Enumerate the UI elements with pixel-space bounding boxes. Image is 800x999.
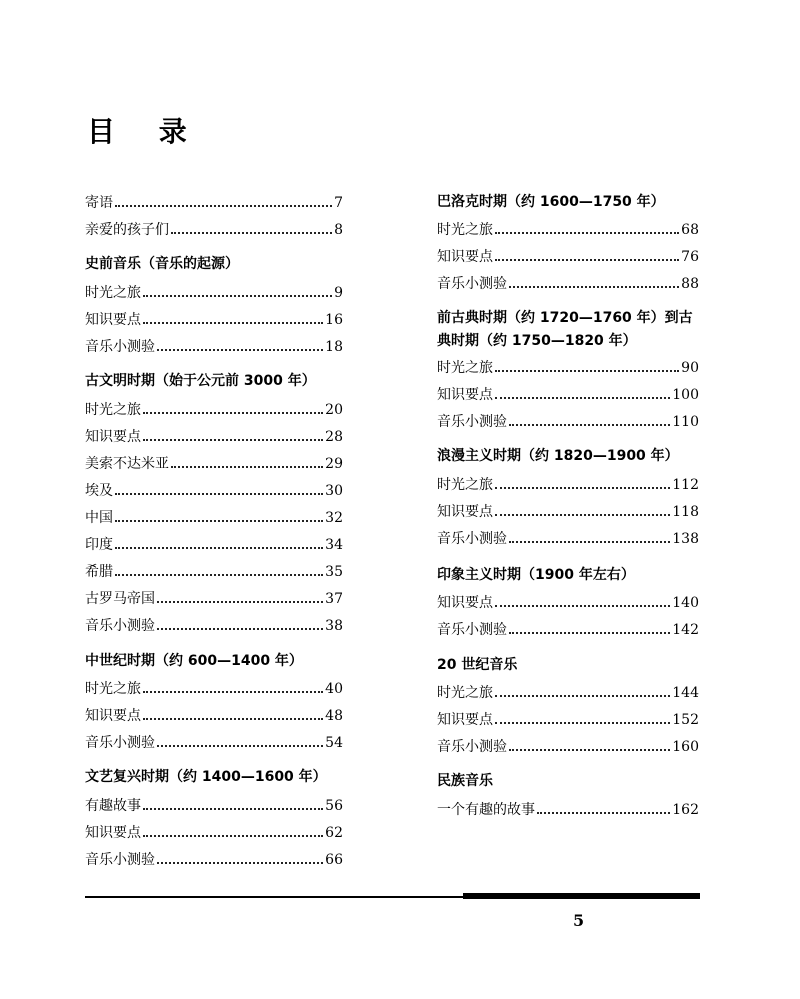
toc-entry[interactable]	[85, 678, 343, 700]
toc-entry[interactable]	[85, 732, 343, 754]
entry-page: 7	[334, 195, 343, 211]
section-heading: 史前音乐（音乐的起源）	[85, 256, 239, 272]
entry-page: 40	[325, 681, 343, 697]
entry-label: 时光之旅	[437, 222, 493, 238]
entry-label: 音乐小测验	[437, 531, 507, 547]
entry-label: 知识要点	[437, 595, 493, 611]
section-heading: 中世纪时期（约 600—1400 年）	[85, 653, 303, 669]
dot-leader	[537, 812, 670, 814]
entry-page: 38	[325, 618, 343, 634]
entry-page: 54	[325, 735, 343, 751]
entry-label: 音乐小测验	[437, 276, 507, 292]
dot-leader	[157, 862, 323, 864]
entry-label: 音乐小测验	[85, 618, 155, 634]
entry-page: 34	[325, 537, 343, 553]
entry-page: 76	[681, 249, 699, 265]
toc-entry[interactable]	[437, 592, 699, 614]
toc-entry[interactable]	[85, 192, 343, 214]
entry-label: 亲爱的孩子们	[85, 222, 169, 238]
toc-entry[interactable]	[437, 799, 699, 821]
entry-page: 56	[325, 798, 343, 814]
dot-leader	[495, 397, 670, 399]
entry-page: 118	[672, 504, 699, 520]
dot-leader	[509, 286, 679, 288]
toc-entry[interactable]	[437, 709, 699, 731]
toc-entry[interactable]	[85, 615, 343, 637]
dot-leader	[115, 574, 323, 576]
toc-entry[interactable]	[85, 534, 343, 556]
entry-page: 16	[325, 312, 343, 328]
toc-entry[interactable]	[85, 588, 343, 610]
entry-label: 时光之旅	[437, 685, 493, 701]
dot-leader	[509, 749, 670, 751]
toc-entry[interactable]	[437, 736, 699, 758]
entry-label: 音乐小测验	[437, 414, 507, 430]
dot-leader	[143, 412, 323, 414]
entry-page: 62	[325, 825, 343, 841]
toc-entry[interactable]	[437, 273, 699, 295]
section-heading: 古文明时期（始于公元前 3000 年）	[85, 373, 316, 389]
entry-label: 古罗马帝国	[85, 591, 155, 607]
entry-label: 知识要点	[85, 312, 141, 328]
entry-page: 144	[672, 685, 699, 701]
section-heading: 民族音乐	[437, 773, 493, 789]
toc-entry[interactable]	[85, 426, 343, 448]
dot-leader	[495, 695, 670, 697]
dot-leader	[157, 628, 323, 630]
entry-label: 希腊	[85, 564, 113, 580]
section-heading: 20 世纪音乐	[437, 657, 518, 673]
footer-rule-bold	[463, 893, 700, 899]
dot-leader	[115, 205, 332, 207]
toc-entry[interactable]	[437, 357, 699, 379]
dot-leader	[157, 349, 323, 351]
entry-page: 110	[672, 414, 699, 430]
toc-entry[interactable]	[85, 336, 343, 358]
entry-label: 知识要点	[437, 249, 493, 265]
toc-entry[interactable]	[437, 219, 699, 241]
entry-page: 112	[672, 477, 699, 493]
entry-page: 20	[325, 402, 343, 418]
section-heading-line: 典时期（约 1750—1820 年）	[437, 333, 637, 349]
toc-entry[interactable]	[85, 309, 343, 331]
toc-entry[interactable]	[85, 822, 343, 844]
section-heading: 巴洛克时期（约 1600—1750 年）	[437, 194, 665, 210]
entry-page: 138	[672, 531, 699, 547]
section-heading-line: 前古典时期（约 1720—1760 年）到古	[437, 310, 693, 326]
entry-page: 35	[325, 564, 343, 580]
section-heading: 浪漫主义时期（约 1820—1900 年）	[437, 448, 679, 464]
entry-label: 时光之旅	[85, 285, 141, 301]
entry-page: 32	[325, 510, 343, 526]
section-heading: 印象主义时期（1900 年左右）	[437, 567, 635, 583]
entry-page: 9	[334, 285, 343, 301]
dot-leader	[143, 718, 323, 720]
dot-leader	[495, 605, 670, 607]
dot-leader	[143, 295, 332, 297]
entry-label: 知识要点	[85, 429, 141, 445]
dot-leader	[509, 632, 670, 634]
dot-leader	[495, 487, 670, 489]
dot-leader	[495, 514, 670, 516]
entry-label: 时光之旅	[437, 360, 493, 376]
toc-entry[interactable]	[85, 849, 343, 871]
toc-entry[interactable]	[85, 453, 343, 475]
entry-page: 152	[672, 712, 699, 728]
dot-leader	[115, 493, 323, 495]
toc-entry[interactable]	[85, 219, 343, 241]
dot-leader	[115, 520, 323, 522]
entry-page: 142	[672, 622, 699, 638]
dot-leader	[509, 424, 670, 426]
entry-page: 162	[672, 802, 699, 818]
entry-page: 37	[325, 591, 343, 607]
toc-entry[interactable]	[85, 561, 343, 583]
entry-page: 66	[325, 852, 343, 868]
toc-entry[interactable]	[437, 384, 699, 406]
toc-entry[interactable]	[437, 474, 699, 496]
dot-leader	[495, 259, 679, 261]
entry-page: 28	[325, 429, 343, 445]
entry-page: 29	[325, 456, 343, 472]
entry-label: 中国	[85, 510, 113, 526]
toc-entry[interactable]	[437, 246, 699, 268]
section-heading	[437, 307, 699, 353]
dot-leader	[143, 808, 323, 810]
entry-page: 160	[672, 739, 699, 755]
entry-page: 90	[681, 360, 699, 376]
entry-label: 知识要点	[85, 708, 141, 724]
toc-entry[interactable]	[437, 682, 699, 704]
entry-label: 有趣故事	[85, 798, 141, 814]
toc-entry[interactable]	[437, 501, 699, 523]
entry-page: 88	[681, 276, 699, 292]
entry-label: 时光之旅	[85, 681, 141, 697]
entry-page: 68	[681, 222, 699, 238]
toc-entry[interactable]	[85, 282, 343, 304]
toc-entry[interactable]	[85, 480, 343, 502]
entry-page: 100	[672, 387, 699, 403]
dot-leader	[143, 691, 323, 693]
entry-label: 音乐小测验	[85, 339, 155, 355]
entry-label: 知识要点	[437, 504, 493, 520]
dot-leader	[143, 322, 323, 324]
dot-leader	[171, 466, 323, 468]
dot-leader	[495, 232, 679, 234]
entry-label: 音乐小测验	[437, 622, 507, 638]
entry-page: 140	[672, 595, 699, 611]
entry-label: 音乐小测验	[85, 735, 155, 751]
entry-page: 18	[325, 339, 343, 355]
entry-label: 知识要点	[437, 387, 493, 403]
entry-label: 时光之旅	[437, 477, 493, 493]
toc-entry[interactable]	[85, 795, 343, 817]
dot-leader	[495, 722, 670, 724]
entry-label: 一个有趣的故事	[437, 802, 535, 818]
dot-leader	[157, 745, 323, 747]
toc-entry[interactable]	[437, 528, 699, 550]
entry-label: 印度	[85, 537, 113, 553]
entry-label: 美索不达米亚	[85, 456, 169, 472]
page-number: 5	[573, 911, 585, 930]
toc-entry[interactable]	[85, 705, 343, 727]
entry-label: 时光之旅	[85, 402, 141, 418]
dot-leader	[143, 835, 323, 837]
entry-label: 埃及	[85, 483, 113, 499]
dot-leader	[495, 370, 679, 372]
toc-entry[interactable]	[437, 411, 699, 433]
page-title: 目 录	[87, 115, 204, 148]
dot-leader	[157, 601, 323, 603]
entry-label: 音乐小测验	[85, 852, 155, 868]
toc-entry[interactable]	[85, 399, 343, 421]
dot-leader	[143, 439, 323, 441]
entry-label: 寄语	[85, 195, 113, 211]
toc-entry[interactable]	[437, 619, 699, 641]
dot-leader	[171, 232, 332, 234]
entry-page: 30	[325, 483, 343, 499]
entry-label: 知识要点	[437, 712, 493, 728]
entry-page: 48	[325, 708, 343, 724]
entry-page: 8	[334, 222, 343, 238]
dot-leader	[509, 541, 670, 543]
section-heading: 文艺复兴时期（约 1400—1600 年）	[85, 769, 327, 785]
toc-entry[interactable]	[85, 507, 343, 529]
entry-label: 知识要点	[85, 825, 141, 841]
entry-label: 音乐小测验	[437, 739, 507, 755]
footer-rule	[85, 896, 465, 898]
dot-leader	[115, 547, 323, 549]
